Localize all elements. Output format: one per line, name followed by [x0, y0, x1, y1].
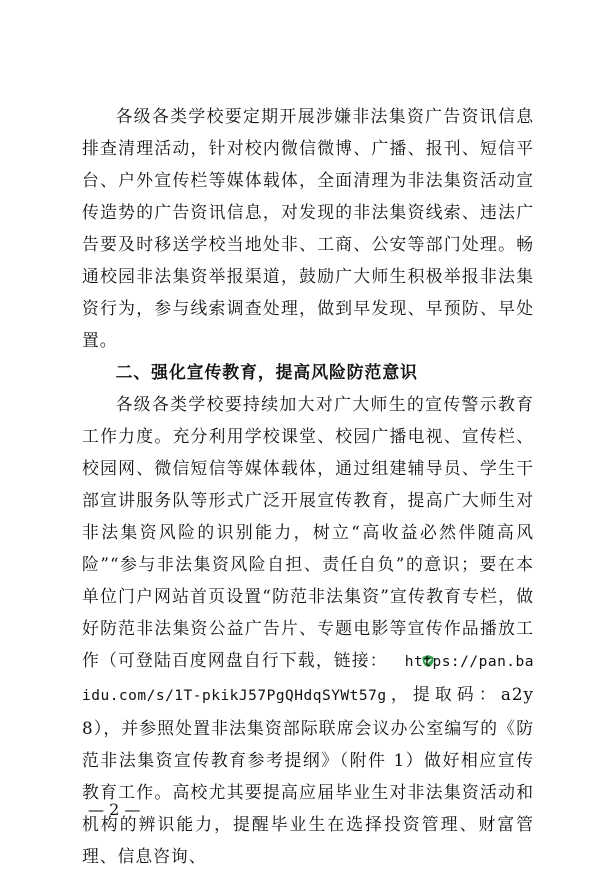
paragraph-text-part1: 各级各类学校要持续加大对广大师生的宣传警示教育工作力度。充分利用学校课堂、校园广播电视、宣传栏、校园网、微信短信等媒体载体，通过组建辅导员、学生干部宣讲服务队等形式广泛开展宣传教育，提高广大师生对非法集资风险的识别能力，树立“高收益必然伴随高风险”“参与非法集资风险自担、责任自负”的意识；要在本单位门户网站首页设置“防范非法集资”宣传教育专栏，做好防范非法集资公益广告片、专题电影等宣传作品播放工作（可登陆百度网盘自行下载，链接： [82, 394, 534, 670]
baidu-pan-link[interactable]: https://pan.baidu.com/s/1T-pkikJ57PgQHdqSYWt57g [82, 654, 534, 704]
section-heading-2: 二、强化宣传教育，提高风险防范意识 [115, 362, 418, 382]
page-number: — 2 — [88, 800, 141, 819]
shield-check-icon [388, 646, 402, 660]
paragraph-publicity-education [82, 388, 534, 872]
document-body [82, 100, 534, 872]
paragraph-text-part2: ，提取码：a2y8），并参照处置非法集资部际联席会议办公室编写的《防范非法集资宣传教育参考提纲》（附件 1）做好相应宣传教育工作。高校尤其要提高应届毕业生对非法集资活动和机构的辨识能力，提醒毕业生在选择投资管理、财富管理、信息咨询、 [82, 684, 534, 866]
paragraph-cleanup-activities: 各级各类学校要定期开展涉嫌非法集资广告资讯信息排查清理活动，针对校内微信微博、广播、报刊、短信平台、户外宣传栏等媒体载体，全面清理为非法集资活动宣传造势的广告资讯信息，对发现的非法集资线索、违法广告要及时移送学校当地处非、工商、公安等部门处理。畅通校园非法集资举报渠道，鼓励广大师生积极举报非法集资行为，参与线索调查处理，做到早发现、早预防、早处置。 [82, 106, 534, 350]
